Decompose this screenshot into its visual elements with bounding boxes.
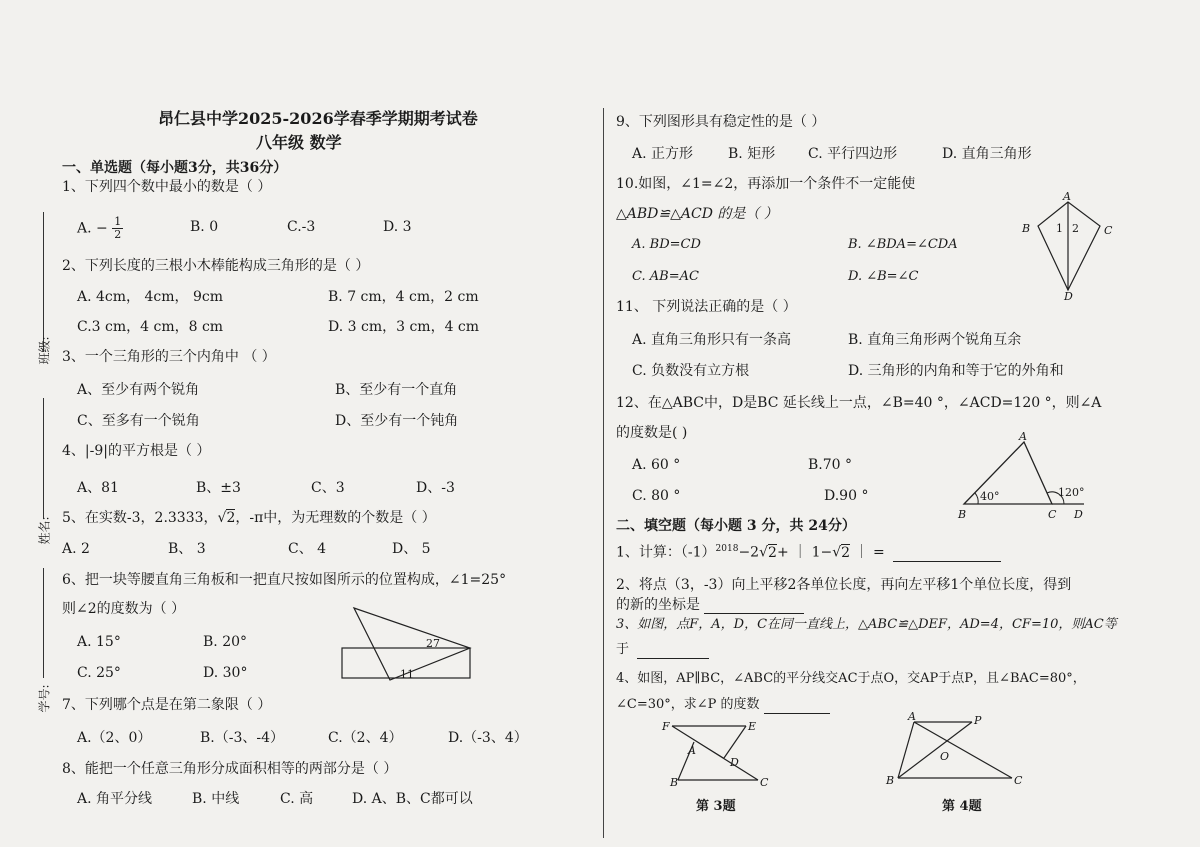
q2-option-b: B. 7 cm，4 cm，2 cm xyxy=(328,289,479,305)
q1-fraction-denominator: 2 xyxy=(114,228,122,241)
q3-option-d: D、至少有一个钝角 xyxy=(335,413,459,429)
sqrt-icon: √ xyxy=(832,544,842,561)
q6-option-c: C. 25° xyxy=(77,665,121,681)
fill2-answer-blank[interactable] xyxy=(704,599,804,614)
fill3-answer-blank[interactable] xyxy=(637,644,709,659)
q2-option-d: D. 3 cm，3 cm，4 cm xyxy=(328,319,480,335)
q4-option-b: B、±3 xyxy=(196,480,241,496)
q12-label-d: D xyxy=(1074,508,1083,521)
q12-label-b: B xyxy=(958,508,967,521)
q12-option-d: D.90 ° xyxy=(824,488,869,504)
q1-option-b: B. 0 xyxy=(190,219,219,235)
student-number-label: 学号: xyxy=(37,684,52,713)
fill3-line-eb xyxy=(724,726,746,758)
fill2-line1: 2、将点（3，-3）向上平移2各单位长度，再向左平移1个单位长度，得到 xyxy=(616,577,1072,593)
q8-option-d: D. A、B、C都可以 xyxy=(352,791,473,807)
fill4-figure xyxy=(884,712,1024,788)
column-divider xyxy=(603,108,604,838)
q6-angle2-label: 27 xyxy=(426,637,440,650)
q7-option-c: C.（2、4） xyxy=(328,730,403,746)
q4-option-c: C、3 xyxy=(311,480,345,496)
fill4-line1: 4、如图，AP∥BC，∠ABC的平分线交AC于点O，交AP于点P，且∠BAC=80°， xyxy=(616,671,1086,686)
q1-option-c: C.-3 xyxy=(287,219,316,235)
q7-option-d: D.（-3、4） xyxy=(448,730,528,746)
q6-option-a: A. 15° xyxy=(77,634,121,650)
q9-option-b: B. 矩形 xyxy=(728,146,776,162)
q10-option-d: D. ∠B=∠C xyxy=(848,269,919,284)
fill2-line2 xyxy=(616,596,804,614)
fill4-label-c: C xyxy=(1014,774,1023,787)
fill1-radicand-1: 2 xyxy=(768,544,777,561)
fill4-line-ac xyxy=(914,722,1012,778)
q10-option-a: A. BD=CD xyxy=(632,237,701,252)
q12-angle-acd-label: 120° xyxy=(1058,486,1085,499)
q2-stem: 2、下列长度的三根小木棒能构成三角形的是（ ） xyxy=(62,258,370,274)
q11-option-b: B. 直角三角形两个锐角互余 xyxy=(848,332,1022,348)
q1-option-a xyxy=(77,216,123,241)
q12-option-c: C. 80 ° xyxy=(632,488,681,504)
q9-stem: 9、下列图形具有稳定性的是（ ） xyxy=(616,114,826,130)
fill1-exponent: 2018 xyxy=(715,544,739,554)
q11-option-d: D. 三角形的内角和等于它的外角和 xyxy=(848,363,1064,379)
q8-stem: 8、能把一个任意三角形分成面积相等的两部分是（ ） xyxy=(62,761,398,777)
section1-heading: 一、单选题（每小题3分，共36分） xyxy=(62,160,288,176)
q3-option-b: B、至少有一个直角 xyxy=(335,382,458,398)
fill1-start: 1、计算：（-1） xyxy=(616,544,716,561)
fill3-label-d: D xyxy=(730,756,739,769)
fill4-line2 xyxy=(616,696,830,714)
q12-angle-b-arc xyxy=(975,493,978,504)
q2-option-a: A. 4cm， 4cm， 9cm xyxy=(77,289,223,305)
fill3-label-f: F xyxy=(662,720,670,733)
q5-stem-start: 5、在实数-3，2.3333， xyxy=(62,510,218,526)
q4-option-d: D、-3 xyxy=(416,480,455,496)
fill3-figure-caption: 第 3题 xyxy=(696,799,736,814)
fill1-answer-blank[interactable] xyxy=(893,547,1001,562)
q10-label-d: D xyxy=(1064,290,1073,303)
q8-option-a: A. 角平分线 xyxy=(77,791,153,807)
q10-stem-continued: △ABD≌△ACD 的是（ ） xyxy=(616,206,778,222)
class-label: 班级: xyxy=(37,336,52,365)
fill4-figure-caption: 第 4题 xyxy=(942,799,982,814)
exam-title: 昂仁县中学2025-2026学春季学期期考试卷 xyxy=(158,109,478,128)
fill4-label-a: A xyxy=(908,710,916,723)
q5-option-d: D、 5 xyxy=(392,541,431,557)
q1-fraction-numerator: 1 xyxy=(114,215,122,228)
q12-option-b: B.70 ° xyxy=(808,457,853,473)
q10-label-c: C xyxy=(1104,224,1113,237)
q10-label-b: B xyxy=(1022,222,1031,235)
q12-option-a: A. 60 ° xyxy=(632,457,681,473)
q12-stem: 12、在△ABC中，D是BC 延长线上一点，∠B=40 °，∠ACD=120 °，则∠A xyxy=(616,395,1102,411)
q12-stem-continued: 的度数是( ) xyxy=(616,425,688,441)
q8-option-b: B. 中线 xyxy=(192,791,240,807)
q8-option-c: C. 高 xyxy=(280,791,314,807)
sqrt-icon: √ xyxy=(217,510,227,526)
fill4-label-p: P xyxy=(974,714,982,727)
q6-stem-continued: 则∠2的度数为（ ） xyxy=(62,601,186,617)
q11-stem: 11、 下列说法正确的是（ ） xyxy=(616,299,797,315)
q5-option-a: A. 2 xyxy=(62,541,90,557)
fill4-line-ab xyxy=(898,722,914,778)
q3-option-c: C、至多有一个锐角 xyxy=(77,413,200,429)
q11-option-c: C. 负数没有立方根 xyxy=(632,363,750,379)
fill3-line2-text: 于 xyxy=(616,642,630,657)
binding-line-top xyxy=(43,212,44,352)
q6-ruler-triangle-figure xyxy=(340,606,475,684)
q1-option-d: D. 3 xyxy=(383,219,412,235)
fill4-line2-text: ∠C=30°，求∠P 的度数 xyxy=(616,697,760,712)
q11-option-a: A. 直角三角形只有一条高 xyxy=(632,332,792,348)
fill1-middle: −2 xyxy=(738,544,760,561)
q3-option-a: A、至少有两个锐角 xyxy=(77,382,200,398)
fill3-label-e: E xyxy=(748,720,757,733)
fill3-label-b: B xyxy=(670,776,679,789)
q10-kite-figure xyxy=(1016,192,1126,304)
q5-stem-end: ，-π中，为无理数的个数是（ ） xyxy=(235,510,436,526)
q12-angle-b-label: 40° xyxy=(980,490,1000,503)
exam-subtitle: 八年级 数学 xyxy=(256,133,342,152)
q12-label-a: A xyxy=(1019,430,1027,443)
q7-option-b: B.（-3、-4） xyxy=(200,730,285,746)
q1-stem: 1、下列四个数中最小的数是（ ） xyxy=(62,179,272,195)
q12-triangle-outline xyxy=(964,442,1052,504)
q1-fraction xyxy=(112,216,123,241)
fill4-line-bp xyxy=(898,722,972,778)
q10-kite-outline xyxy=(1038,202,1100,290)
q10-angle1-label: 1 xyxy=(1056,222,1063,235)
sqrt-icon: √ xyxy=(759,544,769,561)
q7-option-a: A.（2、0） xyxy=(77,730,152,746)
q10-angle2-label: 2 xyxy=(1072,222,1079,235)
fill1-end: ｜ = xyxy=(850,544,885,561)
q10-label-a: A xyxy=(1063,190,1071,203)
section2-heading: 二、填空题（每小题 3 分，共 24分） xyxy=(616,518,856,534)
q6-stem: 6、把一块等腰直角三角板和一把直尺按如图所示的位置构成，∠1=25° xyxy=(62,572,507,588)
q4-stem: 4、|-9|的平方根是（ ） xyxy=(62,443,211,459)
binding-line-middle xyxy=(43,398,44,518)
q5-option-c: C、 4 xyxy=(288,541,327,557)
fill4-label-b: B xyxy=(886,774,895,787)
q5-stem xyxy=(62,509,436,527)
q12-triangle-figure xyxy=(956,430,1090,522)
q3-stem: 3、一个三角形的三个内角中 （ ） xyxy=(62,349,276,365)
q7-stem: 7、下列哪个点是在第二象限（ ） xyxy=(62,697,272,713)
fill2-line2-text: 的新的坐标是 xyxy=(616,597,700,613)
fill3-line2 xyxy=(616,641,709,659)
fill1-radicand-2: 2 xyxy=(841,544,851,561)
fill1-plus-abs: + ｜ 1− xyxy=(776,544,833,561)
fill4-label-o: O xyxy=(940,750,950,763)
q9-option-d: D. 直角三角形 xyxy=(942,146,1032,162)
binding-line-bottom xyxy=(43,568,44,678)
q6-angle1-label: 11 xyxy=(400,668,414,681)
q10-option-c: C. AB=AC xyxy=(632,269,699,284)
fill4-answer-blank[interactable] xyxy=(764,699,830,714)
fill3-line1: 3、如图，点F，A，D，C在同一直线上，△ABC≌△DEF，AD=4，CF=10，则AC等 xyxy=(616,617,1117,632)
q6-option-b: B. 20° xyxy=(203,634,248,650)
q5-option-b: B、 3 xyxy=(168,541,206,557)
name-label: 姓名: xyxy=(37,516,52,545)
q12-label-c: C xyxy=(1048,508,1057,521)
q1-option-a-prefix: A. − xyxy=(77,220,108,237)
q9-option-a: A. 正方形 xyxy=(632,146,694,162)
q2-option-c: C.3 cm，4 cm，8 cm xyxy=(77,319,224,335)
q5-radicand: 2 xyxy=(226,510,236,526)
q10-option-b: B. ∠BDA=∠CDA xyxy=(848,237,958,252)
q6-option-d: D. 30° xyxy=(203,665,248,681)
fill1 xyxy=(616,540,1001,562)
fill3-figure xyxy=(662,718,772,790)
fill3-line-fd xyxy=(672,726,724,758)
q4-option-a: A、81 xyxy=(77,480,119,496)
q9-option-c: C. 平行四边形 xyxy=(808,146,898,162)
fill3-label-c: C xyxy=(760,776,769,789)
q10-stem: 10.如图，∠1=∠2，再添加一个条件不一定能使 xyxy=(616,176,916,192)
fill3-label-a: A xyxy=(688,744,696,757)
